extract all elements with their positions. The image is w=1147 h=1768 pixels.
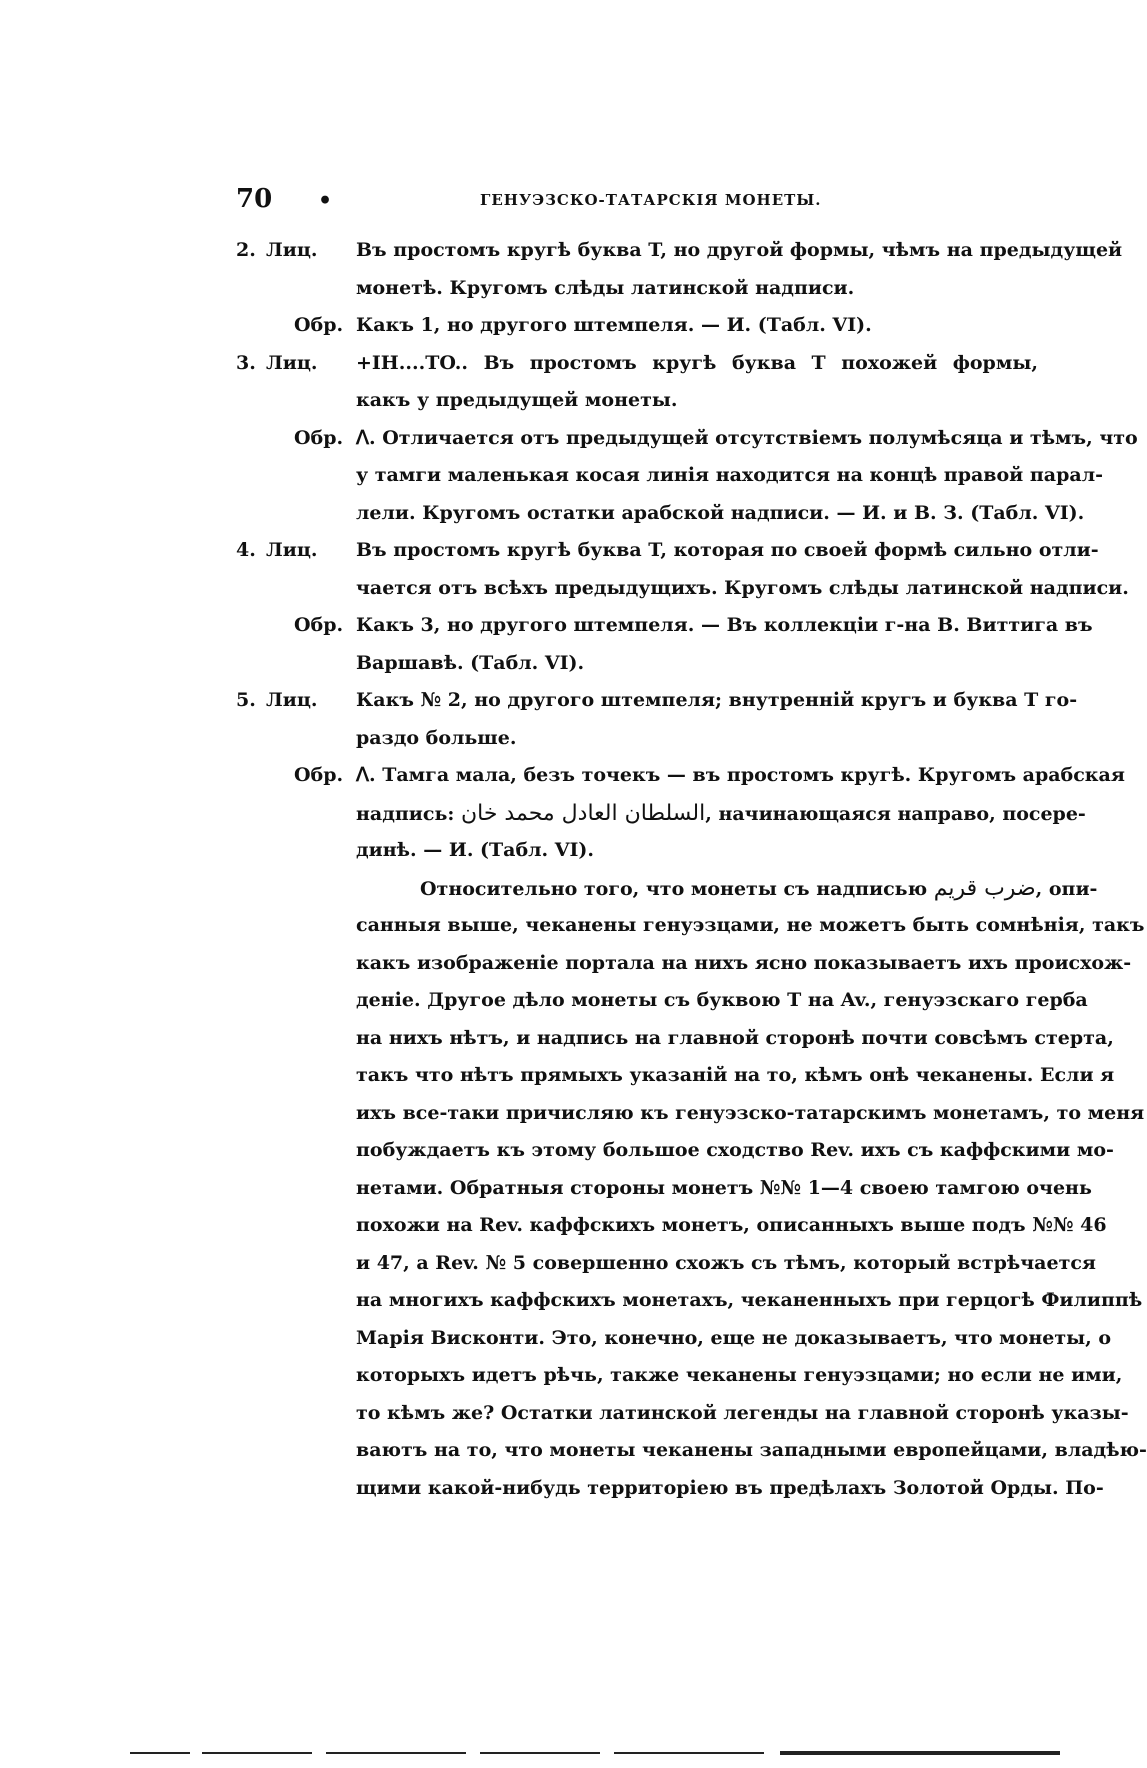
entry-line: чается отъ всѣхъ предыдущихъ. Кругомъ слѣды латинской надписи.	[356, 576, 1129, 599]
reverse-label: Обр.	[294, 614, 344, 636]
reverse-line: Какъ 1, но другого штемпеля. — И. (Табл. VI).	[356, 314, 872, 336]
page-content	[236, 232, 1147, 1507]
entry-number: 2.	[236, 239, 256, 261]
arabic-mint-inscription: ضرب قريم	[933, 875, 1036, 901]
paragraph-line: и 47, а Rev. № 5 совершенно схожъ съ тѣмъ, который встрѣчается	[356, 1251, 1096, 1274]
obverse-label: Лиц.	[266, 689, 318, 711]
paragraph-line: щими какой-нибудь территоріею въ предѣлахъ Золотой Орды. По-	[356, 1476, 1104, 1499]
arabic-inscription: السلطان العادل محمد خان	[460, 800, 706, 826]
entry-line: монетѣ. Кругомъ слѣды латинской надписи.	[356, 276, 855, 299]
entry-line: какъ у предыдущей монеты.	[356, 389, 678, 411]
entry-line: Какъ № 2, но другого штемпеля; внутренній кругъ и буква T го-	[356, 689, 1078, 711]
paragraph-line: которыхъ идетъ рѣчь, также чеканены генуэзцами; но если не ими,	[356, 1364, 1123, 1386]
entry-line: +IH....TO.. Въ простомъ кругѣ буква T похожей формы,	[356, 351, 1038, 374]
paragraph-first-line	[356, 870, 1098, 908]
coin-entry-4	[236, 532, 1129, 682]
paragraph-intro-end: , опи-	[1035, 877, 1098, 900]
paragraph-line: ихъ все-таки причисляю къ генуэзско-татарскимъ монетамъ, то меня	[356, 1101, 1145, 1124]
coin-entry-5	[236, 682, 1125, 870]
body-paragraph	[356, 870, 1147, 1508]
coin-entry-3	[236, 345, 1138, 533]
entry-line: раздо больше.	[356, 726, 517, 749]
paragraph-intro: Относительно того, что монеты съ надписью	[420, 877, 928, 900]
reverse-line: у тамги маленькая косая линія находится на концѣ правой парал-	[356, 464, 1103, 486]
reverse-line: Варшавѣ. (Табл. VI).	[356, 651, 585, 674]
obverse-label: Лиц.	[266, 539, 318, 561]
paragraph-line: Марія Висконти. Это, конечно, еще не доказываетъ, что монеты, о	[356, 1326, 1112, 1349]
obverse-label: Лиц.	[266, 239, 318, 261]
paragraph-line: на многихъ каффскихъ монетахъ, чеканенныхъ при герцогѣ Филиппѣ	[356, 1289, 1143, 1311]
reverse-line: лели. Кругомъ остатки арабской надписи. — И. и В. З. (Табл. VI).	[356, 501, 1085, 524]
reverse-label: Обр.	[294, 314, 344, 336]
obverse-label: Лиц.	[266, 351, 318, 374]
paragraph-line: санныя выше, чеканены генуэзцами, не можетъ быть сомнѣнія, такъ	[356, 914, 1145, 936]
paragraph-line: такъ что нѣтъ прямыхъ указаній на то, кѣмъ онѣ чеканены. Если я	[356, 1064, 1115, 1086]
reverse-line: Какъ 3, но другого штемпеля. — Въ коллекціи г-на В. Виттига въ	[356, 614, 1093, 636]
reverse-line-with-arabic	[356, 795, 1086, 833]
reverse-line: динѣ. — И. (Табл. VI).	[356, 839, 595, 861]
paragraph-line: то кѣмъ же? Остатки латинской легенды на главной сторонѣ указы-	[356, 1401, 1129, 1424]
scan-edge-rule	[130, 1750, 1060, 1756]
inscription-continuation: , начинающаяся направо, посере-	[705, 802, 1086, 825]
reverse-label: Обр.	[294, 426, 344, 449]
entry-line: Въ простомъ кругѣ буква T, но другой формы, чѣмъ на предыдущей	[356, 239, 1123, 261]
entry-line: Въ простомъ кругѣ буква T, которая по своей формѣ сильно отли-	[356, 539, 1099, 561]
running-head	[236, 184, 1036, 214]
paragraph-line: деніе. Другое дѣло монеты съ буквою T на Av., генуэзскаго герба	[356, 989, 1088, 1011]
paragraph-line: нетами. Обратныя стороны монетъ №№ 1—4 своею тамгою очень	[356, 1176, 1092, 1199]
coin-entry-2	[236, 232, 1123, 345]
paragraph-line: ваютъ на то, что монеты чеканены западными европейцами, владѣю-	[356, 1439, 1147, 1461]
reverse-line: ꓥ. Тамга мала, безъ точекъ — въ простомъ кругѣ. Кругомъ арабская	[356, 764, 1125, 786]
reverse-label: Обр.	[294, 764, 344, 786]
printer-dot: •	[318, 188, 333, 214]
reverse-line: ꓥ. Отличается отъ предыдущей отсутствіемъ полумѣсяца и тѣмъ, что	[356, 426, 1138, 449]
paragraph-line: на нихъ нѣтъ, и надпись на главной сторонѣ почти совсѣмъ стерта,	[356, 1026, 1114, 1049]
page-number: 70	[236, 184, 273, 214]
entry-number: 5.	[236, 689, 256, 711]
entry-number: 4.	[236, 539, 256, 561]
paragraph-line: какъ изображеніе портала на нихъ ясно показываетъ ихъ происхож-	[356, 951, 1132, 974]
entry-number: 3.	[236, 351, 256, 374]
running-title: ГЕНУЭЗСКО-ТАТАРСКІЯ МОНЕТЫ.	[480, 191, 822, 209]
paragraph-line: побуждаетъ къ этому большое сходство Rev. ихъ съ каффскими мо-	[356, 1139, 1114, 1161]
paragraph-line: похожи на Rev. каффскихъ монетъ, описанныхъ выше подъ №№ 46	[356, 1214, 1107, 1236]
inscription-intro: надпись:	[356, 802, 455, 825]
